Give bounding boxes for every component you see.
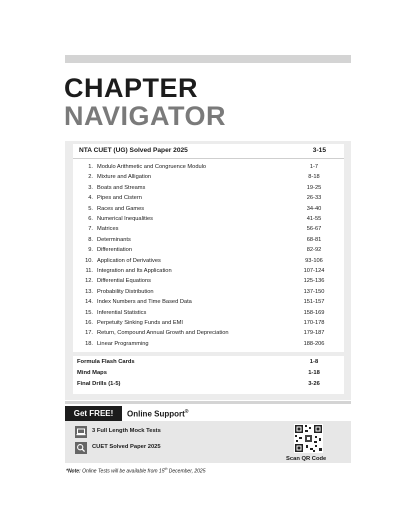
chapter-pages: 34-40 <box>306 205 322 212</box>
chapter-number: 4. <box>88 195 93 202</box>
chapter-number: 1. <box>88 164 93 170</box>
chapter-title: Differential Equations <box>97 278 151 285</box>
extras-title: Final Drills (1-5) <box>77 381 121 387</box>
page-title-line-2: NAVIGATOR <box>64 101 227 131</box>
chapter-title: Boats and Streams <box>97 184 146 191</box>
chapter-row[interactable] <box>73 341 344 351</box>
chapter-title: Probability Distribution <box>97 288 154 295</box>
extras-row[interactable] <box>73 370 344 380</box>
chapter-row[interactable] <box>73 310 344 320</box>
chapter-number: 10. <box>85 257 93 264</box>
chapter-pages: 158-169 <box>303 309 325 316</box>
chapter-title: Linear Programming <box>97 340 149 347</box>
chapter-row[interactable] <box>73 320 344 330</box>
chapter-number: 9. <box>88 247 93 254</box>
extras-pages: 3-26 <box>308 381 320 387</box>
chapter-pages: 170-178 <box>303 320 325 326</box>
chapter-pages: 1-7 <box>309 164 319 170</box>
chapter-pages: 125-136 <box>303 278 325 285</box>
extras-list <box>73 356 344 394</box>
extras-pages: 1-8 <box>309 359 319 365</box>
chapter-number: 3. <box>88 184 93 191</box>
chapter-row[interactable] <box>73 278 344 288</box>
chapter-pages: 137-150 <box>303 288 325 295</box>
online-support-label: Online Support <box>127 409 185 419</box>
chapter-pages: 179-187 <box>303 330 325 337</box>
chapter-title: Matrices <box>97 226 119 233</box>
chapter-title: Determinants <box>97 236 131 243</box>
chapter-number: 14. <box>85 299 93 306</box>
chapter-number: 15. <box>85 309 93 316</box>
chapter-row[interactable] <box>73 268 344 278</box>
solved-paper-feature[interactable] <box>75 442 275 454</box>
chapter-number: 8. <box>88 236 93 243</box>
chapter-title: Return, Compound Annual Growth and Depreciation <box>97 330 229 337</box>
chapter-title: Integration and Its Application <box>97 268 172 274</box>
chapter-number: 18. <box>85 340 93 347</box>
extras-row[interactable] <box>73 359 344 369</box>
solved-paper-pages: 3-15 <box>312 147 326 154</box>
note-suffix: December, 2025 <box>167 468 206 475</box>
chapter-pages: 19-25 <box>306 184 322 191</box>
chapter-number: 6. <box>88 216 93 222</box>
extras-pages: 1-18 <box>308 370 320 376</box>
chapter-row[interactable] <box>73 258 344 268</box>
mock-tests-label: 3 Full Length Mock Tests <box>92 428 161 434</box>
chapter-row[interactable] <box>73 247 344 257</box>
chapter-number: 17. <box>85 330 93 337</box>
chapter-row[interactable] <box>73 174 344 184</box>
chapter-number: 13. <box>85 288 93 295</box>
chapter-title: Numerical Inequalities <box>97 216 153 222</box>
chapter-title: Modulo Arithmetic and Congruence Modulo <box>97 164 207 170</box>
chapter-title: Index Numbers and Time Based Data <box>97 299 192 306</box>
chapter-pages: 93-106 <box>305 257 323 264</box>
chapter-pages: 41-55 <box>306 216 322 222</box>
chapter-number: 16. <box>85 320 93 326</box>
note-text: Online Tests will be available from 15 <box>80 468 165 475</box>
qr-code[interactable] <box>294 424 323 453</box>
chapter-pages: 56-67 <box>306 226 322 233</box>
chapter-title: Application of Derivatives <box>97 257 161 264</box>
extras-title: Formula Flash Cards <box>77 359 135 365</box>
chapter-row[interactable] <box>73 216 344 226</box>
get-free-badge: Get FREE! <box>65 406 122 421</box>
chapter-number: 7. <box>88 226 93 233</box>
solved-paper-row[interactable] <box>73 144 344 159</box>
chapter-row[interactable] <box>73 164 344 174</box>
note-ordinal: th <box>164 467 168 471</box>
extras-title: Mind Maps <box>77 370 107 376</box>
chapter-pages: 82-92 <box>306 247 322 254</box>
scan-qr-label: Scan QR Code <box>286 456 327 462</box>
solved-paper-feature-label: CUET Solved Paper 2025 <box>92 444 161 450</box>
chapter-pages: 8-18 <box>308 174 320 181</box>
chapter-title: Perpetuity Sinking Funds and EMI <box>97 320 183 326</box>
chapter-row[interactable] <box>73 237 344 247</box>
online-support-heading <box>127 409 188 419</box>
chapter-title: Pipes and Cistern <box>97 195 142 202</box>
chapter-pages: 151-157 <box>303 299 325 306</box>
extras-row[interactable] <box>73 381 344 391</box>
chapter-row[interactable] <box>73 195 344 205</box>
chapter-number: 12. <box>85 278 93 285</box>
mock-tests-feature[interactable] <box>75 426 275 438</box>
note-prefix: *Note: <box>66 468 81 475</box>
chapter-row[interactable] <box>73 226 344 236</box>
chapter-list <box>73 159 344 352</box>
page-title-line-1: CHAPTER <box>64 73 199 103</box>
search-icon <box>75 442 87 454</box>
chapter-row[interactable] <box>73 206 344 216</box>
header-bar <box>65 55 351 63</box>
chapter-pages: 26-33 <box>306 195 322 202</box>
laptop-icon <box>75 426 87 438</box>
chapter-pages: 107-124 <box>303 268 325 274</box>
chapter-title: Races and Games <box>97 205 145 212</box>
chapter-number: 5. <box>88 205 93 212</box>
chapter-number: 2. <box>88 174 93 181</box>
chapter-title: Mixture and Alligation <box>97 174 152 181</box>
registered-mark: ® <box>184 409 189 415</box>
chapter-pages: 188-206 <box>303 340 325 347</box>
section-divider <box>65 401 351 404</box>
chapter-row[interactable] <box>73 299 344 309</box>
chapter-title: Inferential Statistics <box>97 309 147 316</box>
chapter-row[interactable] <box>73 289 344 299</box>
online-tests-note <box>66 467 206 475</box>
chapter-number: 11. <box>85 268 93 274</box>
chapter-title: Differentiation <box>97 247 132 254</box>
chapter-row[interactable] <box>73 185 344 195</box>
chapter-pages: 68-81 <box>306 236 322 243</box>
chapter-row[interactable] <box>73 330 344 340</box>
solved-paper-label: NTA CUET (UG) Solved Paper 2025 <box>79 147 188 154</box>
